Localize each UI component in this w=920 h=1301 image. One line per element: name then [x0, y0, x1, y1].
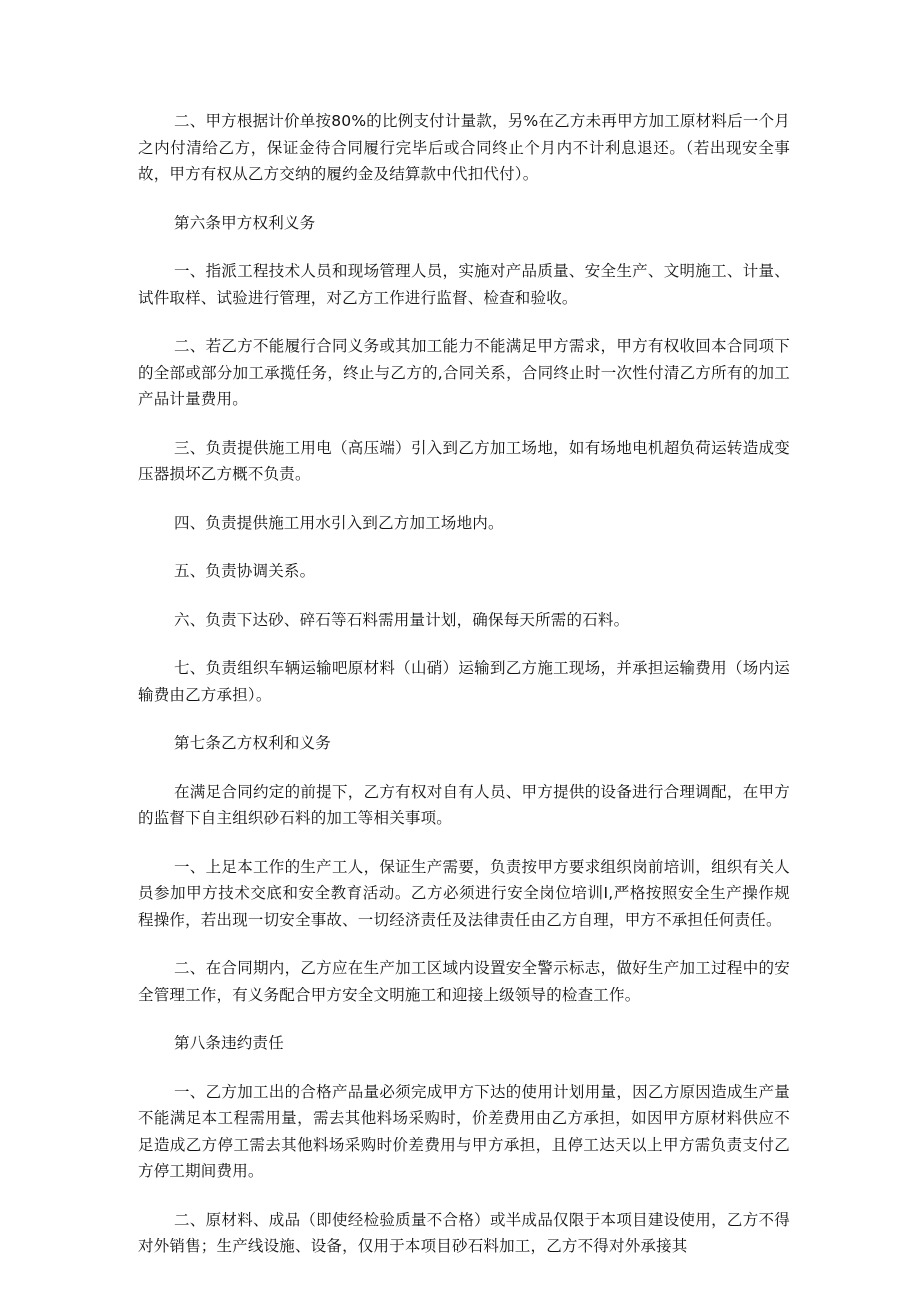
article-8-heading: 第八条违约责任: [174, 1034, 284, 1052]
article-6-item-5: 五、负责协调关系。: [174, 562, 316, 580]
article-6-heading: 第六条甲方权利义务: [174, 213, 316, 232]
article-6-item-7: 七、负责组织车辆运输吧原材料（山硝）运输到乙方施工现场，并承担运输费用（场内运输费由乙方承担）。: [138, 659, 790, 704]
article-6-item-1: 一、指派工程技术人员和现场管理人员，实施对产品质量、安全生产、文明施工、计量、试件取样、试验进行管理，对乙方工作进行监督、检查和验收。: [138, 262, 790, 307]
article-6-item-2: 二、若乙方不能履行合同义务或其加工能力不能满足甲方需求，甲方有权收回本合同项下的全部或部分加工承揽任务，终止与乙方的,合同关系，合同终止时一次性付清乙方所有的加工产品计量费用。: [138, 337, 790, 408]
document-page: [138, 108, 790, 1282]
article-7-item-1: 一、上足本工作的生产工人，保证生产需要，负责按甲方要求组织岗前培训，组织有关人员参加甲方技术交底和安全教育活动。乙方必须进行安全岗位培训I,严格按照安全生产操作规程操作，若出现一切安全事故、一切经济责任及法律责任由乙方自理，甲方不承担任何责任。: [138, 857, 790, 929]
payment-clause-paragraph: 二、甲方根据计价单按80%的比例支付计量款，另%在乙方未再甲方加工原材料后一个月之内付清给乙方，保证金待合同履行完毕后或合同终止个月内不计利息退还。（若出现安全事故，甲方有权从乙方交纳的履约金及结算款中代扣代付）。: [138, 112, 790, 183]
article-6-item-3: 三、负责提供施工用电（高压端）引入到乙方加工场地，如有场地电机超负荷运转造成变压器损坏乙方概不负责。: [138, 438, 790, 483]
article-6-item-6: 六、负责下达砂、碎石等石料需用量计划，确保每天所需的石料。: [174, 610, 630, 629]
article-8-item-1: 一、乙方加工出的合格产品量必须完成甲方下达的使用计划用量，因乙方原因造成生产量不能满足本工程需用量，需去其他料场采购时，价差费用由乙方承担，如因甲方原材料供应不足造成乙方停工需去其他料场采购时价差费用与甲方承担，且停工达天以上甲方需负责支付乙方停工期间费用。: [138, 1082, 790, 1180]
article-7-item-2: 二、在合同期内，乙方应在生产加工区域内设置安全警示标志，做好生产加工过程中的安全管理工作，有义务配合甲方安全文明施工和迎接上级领导的检查工作。: [138, 959, 790, 1004]
article-8-item-2: 二、原材料、成品（即使经检验质量不合格）或半成品仅限于本项目建设使用，乙方不得对外销售；生产线设施、设备，仅用于本项目砂石料加工，乙方不得对外承接其: [138, 1210, 790, 1255]
article-6-item-4: 四、负责提供施工用水引入到乙方加工场地内。: [174, 513, 504, 532]
article-7-intro: 在满足合同约定的前提下，乙方有权对自有人员、甲方提供的设备进行合理调配，在甲方的监督下自主组织砂石料的加工等相关事项。: [138, 782, 790, 827]
article-7-heading: 第七条乙方权利和义务: [174, 734, 332, 752]
